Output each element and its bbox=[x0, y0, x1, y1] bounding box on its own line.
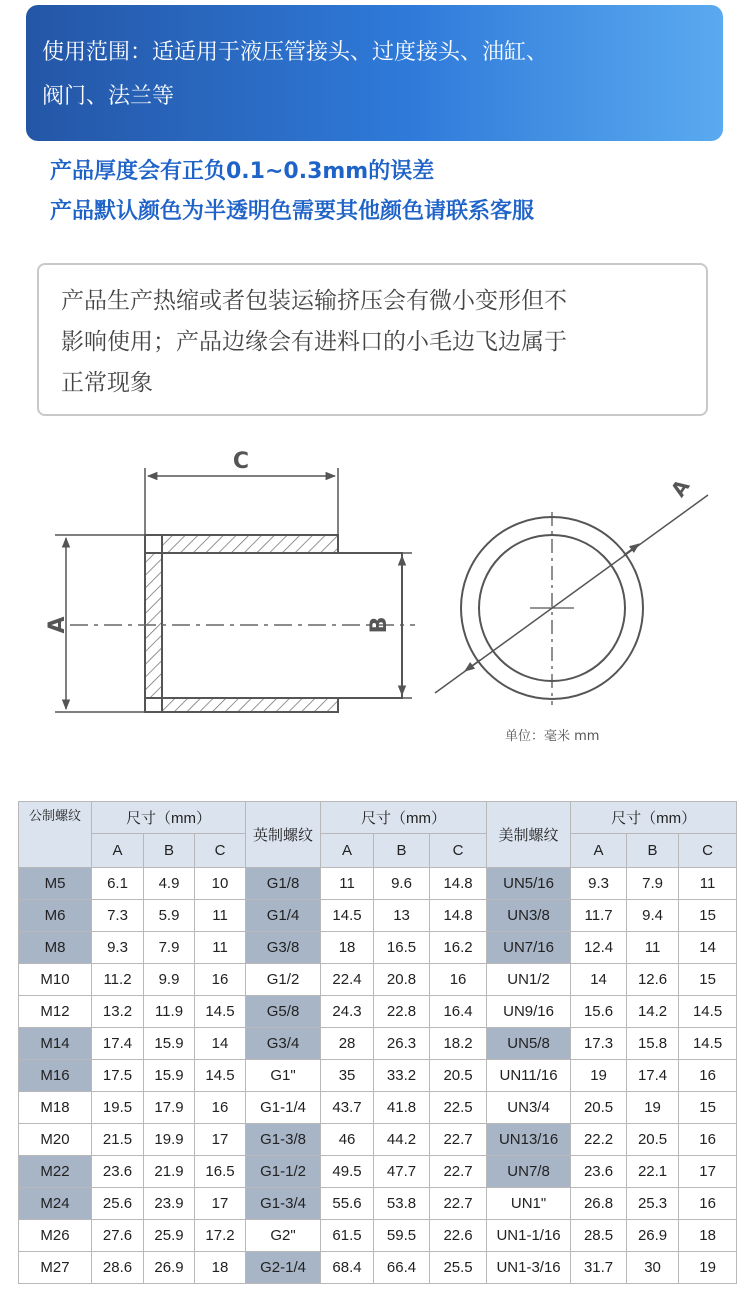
metric-a-cell: 19.5 bbox=[92, 1092, 144, 1124]
metric-a-cell: 28.6 bbox=[92, 1252, 144, 1284]
metric-thread-cell: M20 bbox=[19, 1124, 92, 1156]
imperial-thread-cell: G1" bbox=[246, 1060, 321, 1092]
unit-note: 单位：毫米 mm bbox=[505, 729, 600, 744]
notes-block bbox=[50, 152, 730, 232]
imperial-thread-cell: G1-3/8 bbox=[246, 1124, 321, 1156]
us-a-cell: 22.2 bbox=[571, 1124, 627, 1156]
imperial-c-cell: 14.8 bbox=[430, 868, 487, 900]
imperial-thread-cell: G3/4 bbox=[246, 1028, 321, 1060]
metric-thread-header: 公制螺纹 bbox=[19, 802, 92, 868]
imperial-thread-cell: G2-1/4 bbox=[246, 1252, 321, 1284]
metric-c-cell: 14 bbox=[195, 1028, 246, 1060]
us-a-cell: 19 bbox=[571, 1060, 627, 1092]
imperial-thread-cell: G1/8 bbox=[246, 868, 321, 900]
metric-b-cell: 9.9 bbox=[144, 964, 195, 996]
us-b-cell: 19 bbox=[627, 1092, 679, 1124]
metric-b-cell: 19.9 bbox=[144, 1124, 195, 1156]
imperial-thread-cell: G1-1/2 bbox=[246, 1156, 321, 1188]
sleeve-side-view bbox=[55, 468, 415, 712]
metric-c-cell: 16.5 bbox=[195, 1156, 246, 1188]
metric-thread-cell: M27 bbox=[19, 1252, 92, 1284]
imperial-b-cell: 16.5 bbox=[374, 932, 430, 964]
metric-c-cell: 11 bbox=[195, 932, 246, 964]
imperial-c-cell: 16.2 bbox=[430, 932, 487, 964]
imperial-a-cell: 49.5 bbox=[321, 1156, 374, 1188]
metric-c-cell: 14.5 bbox=[195, 996, 246, 1028]
imperial-thread-header: 英制螺纹 bbox=[246, 802, 321, 868]
imperial-b-cell: 9.6 bbox=[374, 868, 430, 900]
usage-line-1: 使用范围：适适用于液压管接头、过度接头、油缸、 bbox=[42, 40, 549, 65]
us-thread-cell: UN9/16 bbox=[487, 996, 571, 1028]
imperial-thread-cell: G3/8 bbox=[246, 932, 321, 964]
metric-a-cell: 17.4 bbox=[92, 1028, 144, 1060]
metric-a-cell: 11.2 bbox=[92, 964, 144, 996]
color-note: 产品默认颜色为半透明色需要其他颜色请联系客服 bbox=[50, 199, 535, 224]
table-row bbox=[19, 1156, 737, 1188]
table-row bbox=[19, 1188, 737, 1220]
us-b-cell: 30 bbox=[627, 1252, 679, 1284]
us-a-cell: 9.3 bbox=[571, 868, 627, 900]
us-b-cell: 15.8 bbox=[627, 1028, 679, 1060]
disclaimer-line-2: 影响使用；产品边缘会有进料口的小毛边飞边属于 bbox=[61, 329, 567, 355]
metric-b-cell: 25.9 bbox=[144, 1220, 195, 1252]
imperial-b-cell: 22.8 bbox=[374, 996, 430, 1028]
metric-a-cell: 17.5 bbox=[92, 1060, 144, 1092]
us-c-cell: 18 bbox=[679, 1220, 737, 1252]
metric-a-cell: 21.5 bbox=[92, 1124, 144, 1156]
spec-table bbox=[18, 801, 737, 1284]
table-row bbox=[19, 1060, 737, 1092]
label-a-circle: A bbox=[665, 474, 695, 502]
col-c-header: C bbox=[195, 834, 246, 868]
metric-thread-cell: M12 bbox=[19, 996, 92, 1028]
metric-b-cell: 15.9 bbox=[144, 1028, 195, 1060]
imperial-b-cell: 20.8 bbox=[374, 964, 430, 996]
imperial-thread-cell: G5/8 bbox=[246, 996, 321, 1028]
us-c-cell: 16 bbox=[679, 1188, 737, 1220]
imperial-size-header: 尺寸（mm） bbox=[321, 802, 487, 834]
imperial-a-cell: 22.4 bbox=[321, 964, 374, 996]
table-row bbox=[19, 932, 737, 964]
imperial-a-cell: 55.6 bbox=[321, 1188, 374, 1220]
us-thread-cell: UN3/4 bbox=[487, 1092, 571, 1124]
table-header-row bbox=[19, 802, 737, 834]
us-b-cell: 26.9 bbox=[627, 1220, 679, 1252]
us-a-cell: 12.4 bbox=[571, 932, 627, 964]
metric-b-cell: 15.9 bbox=[144, 1060, 195, 1092]
imperial-a-cell: 46 bbox=[321, 1124, 374, 1156]
metric-thread-cell: M10 bbox=[19, 964, 92, 996]
col-b-header: B bbox=[627, 834, 679, 868]
us-a-cell: 15.6 bbox=[571, 996, 627, 1028]
metric-c-cell: 17 bbox=[195, 1124, 246, 1156]
col-b-header: B bbox=[144, 834, 195, 868]
imperial-a-cell: 28 bbox=[321, 1028, 374, 1060]
us-thread-cell: UN13/16 bbox=[487, 1124, 571, 1156]
metric-c-cell: 18 bbox=[195, 1252, 246, 1284]
metric-b-cell: 11.9 bbox=[144, 996, 195, 1028]
us-size-header: 尺寸（mm） bbox=[571, 802, 737, 834]
us-a-cell: 23.6 bbox=[571, 1156, 627, 1188]
table-row bbox=[19, 1220, 737, 1252]
metric-b-cell: 7.9 bbox=[144, 932, 195, 964]
us-c-cell: 14 bbox=[679, 932, 737, 964]
us-b-cell: 7.9 bbox=[627, 868, 679, 900]
us-b-cell: 12.6 bbox=[627, 964, 679, 996]
imperial-c-cell: 20.5 bbox=[430, 1060, 487, 1092]
imperial-b-cell: 59.5 bbox=[374, 1220, 430, 1252]
imperial-thread-cell: G1/4 bbox=[246, 900, 321, 932]
metric-b-cell: 5.9 bbox=[144, 900, 195, 932]
imperial-b-cell: 53.8 bbox=[374, 1188, 430, 1220]
imperial-b-cell: 33.2 bbox=[374, 1060, 430, 1092]
usage-line-2: 阀门、法兰等 bbox=[42, 84, 175, 109]
imperial-c-cell: 16.4 bbox=[430, 996, 487, 1028]
metric-a-cell: 6.1 bbox=[92, 868, 144, 900]
label-c: C bbox=[232, 449, 250, 474]
metric-thread-cell: M26 bbox=[19, 1220, 92, 1252]
label-b: B bbox=[367, 616, 392, 634]
metric-a-cell: 25.6 bbox=[92, 1188, 144, 1220]
metric-thread-cell: M16 bbox=[19, 1060, 92, 1092]
us-c-cell: 19 bbox=[679, 1252, 737, 1284]
imperial-b-cell: 66.4 bbox=[374, 1252, 430, 1284]
table-row bbox=[19, 868, 737, 900]
metric-a-cell: 9.3 bbox=[92, 932, 144, 964]
us-c-cell: 16 bbox=[679, 1124, 737, 1156]
imperial-thread-cell: G1/2 bbox=[246, 964, 321, 996]
metric-thread-cell: M5 bbox=[19, 868, 92, 900]
metric-thread-cell: M8 bbox=[19, 932, 92, 964]
imperial-a-cell: 14.5 bbox=[321, 900, 374, 932]
usage-banner bbox=[26, 5, 723, 141]
imperial-b-cell: 13 bbox=[374, 900, 430, 932]
metric-c-cell: 17.2 bbox=[195, 1220, 246, 1252]
us-b-cell: 17.4 bbox=[627, 1060, 679, 1092]
imperial-b-cell: 41.8 bbox=[374, 1092, 430, 1124]
us-thread-cell: UN3/8 bbox=[487, 900, 571, 932]
metric-thread-cell: M24 bbox=[19, 1188, 92, 1220]
us-c-cell: 16 bbox=[679, 1060, 737, 1092]
metric-b-cell: 23.9 bbox=[144, 1188, 195, 1220]
table-subheader-row bbox=[19, 834, 737, 868]
imperial-c-cell: 22.7 bbox=[430, 1156, 487, 1188]
imperial-b-cell: 44.2 bbox=[374, 1124, 430, 1156]
metric-c-cell: 16 bbox=[195, 1092, 246, 1124]
table-row bbox=[19, 964, 737, 996]
table-row bbox=[19, 1252, 737, 1284]
imperial-c-cell: 14.8 bbox=[430, 900, 487, 932]
table-row bbox=[19, 1124, 737, 1156]
us-c-cell: 15 bbox=[679, 900, 737, 932]
imperial-thread-cell: G2" bbox=[246, 1220, 321, 1252]
us-c-cell: 11 bbox=[679, 868, 737, 900]
col-c-header: C bbox=[430, 834, 487, 868]
metric-b-cell: 26.9 bbox=[144, 1252, 195, 1284]
imperial-c-cell: 25.5 bbox=[430, 1252, 487, 1284]
metric-thread-cell: M6 bbox=[19, 900, 92, 932]
imperial-a-cell: 43.7 bbox=[321, 1092, 374, 1124]
us-thread-header: 美制螺纹 bbox=[487, 802, 571, 868]
imperial-a-cell: 11 bbox=[321, 868, 374, 900]
us-thread-cell: UN7/8 bbox=[487, 1156, 571, 1188]
table-row bbox=[19, 996, 737, 1028]
imperial-a-cell: 68.4 bbox=[321, 1252, 374, 1284]
col-a-header: A bbox=[321, 834, 374, 868]
metric-a-cell: 27.6 bbox=[92, 1220, 144, 1252]
imperial-b-cell: 26.3 bbox=[374, 1028, 430, 1060]
metric-c-cell: 14.5 bbox=[195, 1060, 246, 1092]
imperial-a-cell: 61.5 bbox=[321, 1220, 374, 1252]
table-row bbox=[19, 1092, 737, 1124]
metric-b-cell: 21.9 bbox=[144, 1156, 195, 1188]
us-b-cell: 20.5 bbox=[627, 1124, 679, 1156]
us-thread-cell: UN1-1/16 bbox=[487, 1220, 571, 1252]
metric-a-cell: 13.2 bbox=[92, 996, 144, 1028]
imperial-a-cell: 18 bbox=[321, 932, 374, 964]
metric-b-cell: 17.9 bbox=[144, 1092, 195, 1124]
us-c-cell: 17 bbox=[679, 1156, 737, 1188]
us-c-cell: 14.5 bbox=[679, 1028, 737, 1060]
imperial-c-cell: 22.7 bbox=[430, 1124, 487, 1156]
imperial-c-cell: 22.5 bbox=[430, 1092, 487, 1124]
metric-size-header: 尺寸（mm） bbox=[92, 802, 246, 834]
us-thread-cell: UN7/16 bbox=[487, 932, 571, 964]
metric-c-cell: 16 bbox=[195, 964, 246, 996]
us-thread-cell: UN5/8 bbox=[487, 1028, 571, 1060]
metric-thread-cell: M18 bbox=[19, 1092, 92, 1124]
metric-thread-cell: M22 bbox=[19, 1156, 92, 1188]
metric-b-cell: 4.9 bbox=[144, 868, 195, 900]
metric-thread-cell: M14 bbox=[19, 1028, 92, 1060]
us-b-cell: 25.3 bbox=[627, 1188, 679, 1220]
us-b-cell: 11 bbox=[627, 932, 679, 964]
disclaimer-line-1: 产品生产热缩或者包装运输挤压会有微小变形但不 bbox=[61, 288, 567, 314]
metric-c-cell: 11 bbox=[195, 900, 246, 932]
us-thread-cell: UN1/2 bbox=[487, 964, 571, 996]
imperial-c-cell: 16 bbox=[430, 964, 487, 996]
us-b-cell: 22.1 bbox=[627, 1156, 679, 1188]
imperial-c-cell: 22.6 bbox=[430, 1220, 487, 1252]
us-thread-cell: UN1" bbox=[487, 1188, 571, 1220]
tolerance-note: 产品厚度会有正负0.1~0.3mm的误差 bbox=[50, 159, 435, 184]
metric-c-cell: 10 bbox=[195, 868, 246, 900]
us-b-cell: 9.4 bbox=[627, 900, 679, 932]
imperial-c-cell: 18.2 bbox=[430, 1028, 487, 1060]
col-c-header: C bbox=[679, 834, 737, 868]
metric-a-cell: 7.3 bbox=[92, 900, 144, 932]
sleeve-end-view bbox=[435, 495, 708, 705]
metric-c-cell: 17 bbox=[195, 1188, 246, 1220]
us-a-cell: 20.5 bbox=[571, 1092, 627, 1124]
us-a-cell: 17.3 bbox=[571, 1028, 627, 1060]
us-c-cell: 15 bbox=[679, 1092, 737, 1124]
imperial-b-cell: 47.7 bbox=[374, 1156, 430, 1188]
us-thread-cell: UN11/16 bbox=[487, 1060, 571, 1092]
imperial-thread-cell: G1-1/4 bbox=[246, 1092, 321, 1124]
us-a-cell: 31.7 bbox=[571, 1252, 627, 1284]
us-c-cell: 14.5 bbox=[679, 996, 737, 1028]
imperial-a-cell: 35 bbox=[321, 1060, 374, 1092]
us-a-cell: 28.5 bbox=[571, 1220, 627, 1252]
us-a-cell: 14 bbox=[571, 964, 627, 996]
dimension-diagram bbox=[0, 440, 750, 770]
col-b-header: B bbox=[374, 834, 430, 868]
table-row bbox=[19, 1028, 737, 1060]
disclaimer-line-3: 正常现象 bbox=[61, 370, 153, 396]
us-a-cell: 11.7 bbox=[571, 900, 627, 932]
disclaimer-box bbox=[37, 263, 708, 416]
table-row bbox=[19, 900, 737, 932]
us-b-cell: 14.2 bbox=[627, 996, 679, 1028]
us-thread-cell: UN1-3/16 bbox=[487, 1252, 571, 1284]
col-a-header: A bbox=[571, 834, 627, 868]
col-a-header: A bbox=[92, 834, 144, 868]
us-c-cell: 15 bbox=[679, 964, 737, 996]
us-thread-cell: UN5/16 bbox=[487, 868, 571, 900]
imperial-c-cell: 22.7 bbox=[430, 1188, 487, 1220]
us-a-cell: 26.8 bbox=[571, 1188, 627, 1220]
label-a: A bbox=[45, 616, 70, 634]
imperial-thread-cell: G1-3/4 bbox=[246, 1188, 321, 1220]
imperial-a-cell: 24.3 bbox=[321, 996, 374, 1028]
metric-a-cell: 23.6 bbox=[92, 1156, 144, 1188]
